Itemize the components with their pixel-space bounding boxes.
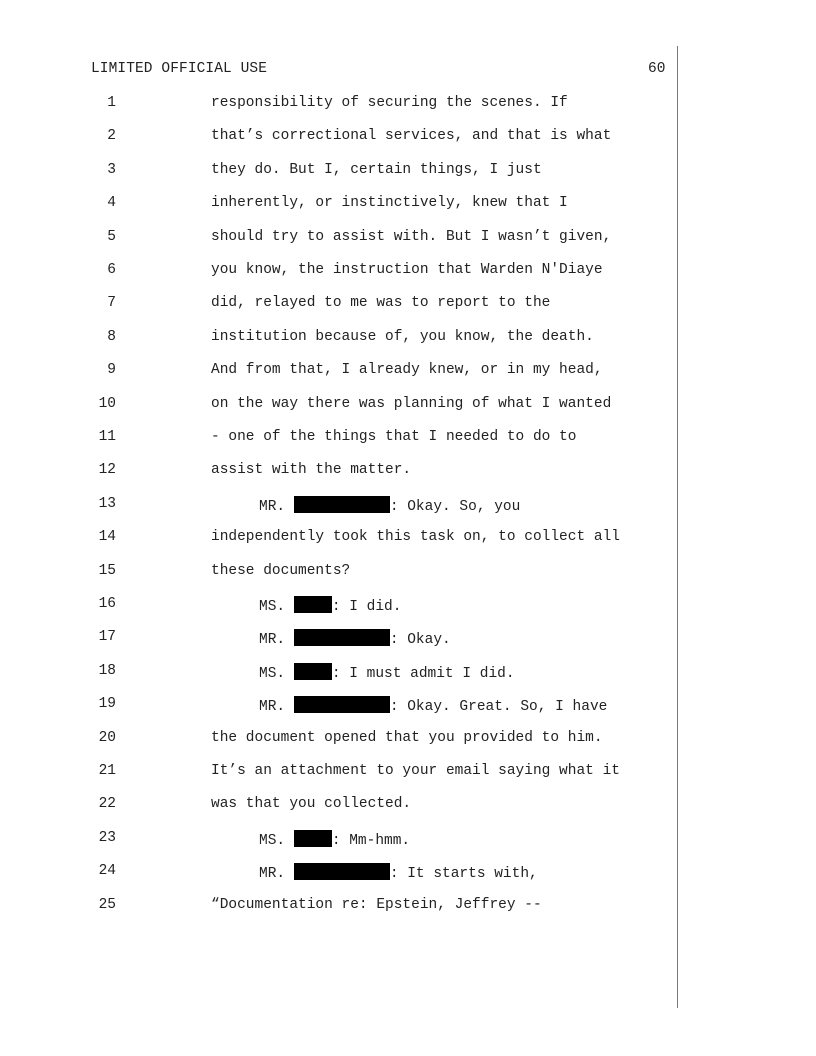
- classification-header: LIMITED OFFICIAL USE: [91, 61, 268, 77]
- transcript-line: [0, 362, 816, 386]
- line-number: 14: [98, 529, 116, 546]
- speech-text: : Mm-hmm.: [331, 832, 411, 849]
- line-text: - one of the things that I needed to do to: [211, 429, 577, 445]
- speech-text: : Okay.: [389, 632, 451, 649]
- redaction-block: [294, 496, 390, 513]
- line-number: 3: [107, 161, 116, 178]
- line-text: should try to assist with. But I wasn’t given,: [211, 228, 612, 245]
- line-text: [259, 663, 515, 682]
- line-number: 25: [98, 896, 116, 913]
- transcript-line: [0, 863, 816, 887]
- transcript-line: [0, 830, 816, 854]
- speech-text: : I must admit I did.: [331, 665, 515, 682]
- transcript-line: [0, 162, 816, 186]
- line-text: inherently, or instinctively, knew that I: [211, 195, 568, 212]
- transcript-line: [0, 496, 816, 520]
- line-number: 22: [98, 796, 116, 813]
- transcript-line: [0, 663, 816, 687]
- speaker-label: MS.: [259, 665, 294, 682]
- redaction-block: [294, 663, 332, 680]
- transcript-line: [0, 596, 816, 620]
- line-number: 17: [98, 629, 116, 646]
- speaker-label: MR.: [259, 866, 294, 883]
- page-number: 60: [648, 61, 666, 77]
- line-text: you know, the instruction that Warden N'Diaye: [211, 262, 603, 278]
- speech-text: : Okay. So, you: [389, 498, 521, 515]
- transcript-line: [0, 763, 816, 787]
- line-text: they do. But I, certain things, I just: [211, 161, 542, 178]
- line-text: institution because of, you know, the death.: [211, 328, 594, 345]
- line-text: the document opened that you provided to him.: [211, 729, 603, 746]
- line-number: 8: [107, 328, 116, 345]
- transcript-line: [0, 195, 816, 219]
- transcript-line: [0, 796, 816, 820]
- speaker-label: MR.: [259, 699, 294, 716]
- line-text: And from that, I already knew, or in my head,: [211, 362, 603, 379]
- redaction-block: [294, 696, 390, 713]
- speaker-label: MR.: [259, 632, 294, 649]
- speech-text: : I did.: [331, 599, 402, 615]
- transcript-line: [0, 563, 816, 587]
- line-number: 19: [98, 696, 116, 713]
- line-number: 4: [107, 195, 116, 212]
- line-number: 9: [107, 362, 116, 379]
- line-number: 11: [98, 429, 116, 445]
- redaction-block: [294, 830, 332, 847]
- transcript-line: [0, 730, 816, 754]
- speaker-label: MR.: [259, 498, 294, 515]
- line-text: [259, 863, 538, 882]
- line-text: [259, 629, 451, 648]
- line-number: 18: [98, 662, 116, 679]
- speech-text: : It starts with,: [389, 866, 538, 883]
- line-text: [259, 696, 607, 715]
- line-number: 7: [107, 295, 116, 312]
- line-text: did, relayed to me was to report to the: [211, 295, 551, 312]
- line-text: [259, 596, 401, 615]
- line-number: 12: [98, 462, 116, 479]
- line-number: 5: [107, 228, 116, 245]
- line-text: independently took this task on, to collect all: [211, 529, 620, 546]
- line-text: responsibility of securing the scenes. If: [211, 95, 568, 111]
- line-number: 2: [107, 128, 116, 145]
- speaker-label: MS.: [259, 832, 294, 849]
- line-text: these documents?: [211, 562, 351, 579]
- line-text: [259, 496, 520, 515]
- line-text: “Documentation re: Epstein, Jeffrey --: [211, 896, 542, 913]
- line-number: 24: [98, 863, 116, 880]
- redaction-block: [294, 596, 332, 613]
- line-text: on the way there was planning of what I wanted: [211, 395, 612, 412]
- line-text: assist with the matter.: [211, 462, 412, 479]
- redaction-block: [294, 863, 390, 880]
- transcript-line: [0, 95, 816, 119]
- line-number: 6: [107, 262, 116, 278]
- transcript-line: [0, 229, 816, 253]
- transcript-line: [0, 429, 816, 453]
- line-number: 16: [98, 596, 116, 612]
- transcript-line: [0, 897, 816, 921]
- line-number: 10: [98, 395, 116, 412]
- redaction-block: [294, 629, 390, 646]
- transcript-line: [0, 462, 816, 486]
- transcript-line: [0, 696, 816, 720]
- speech-text: : Okay. Great. So, I have: [389, 699, 608, 716]
- transcript-line: [0, 128, 816, 152]
- transcript-line: [0, 262, 816, 286]
- line-text: that’s correctional services, and that is what: [211, 128, 612, 145]
- transcript-line: [0, 629, 816, 653]
- line-number: 15: [98, 562, 116, 579]
- line-number: 1: [107, 95, 116, 111]
- transcript-line: [0, 396, 816, 420]
- line-text: It’s an attachment to your email saying what it: [211, 763, 620, 779]
- transcript-line: [0, 329, 816, 353]
- line-number: 20: [98, 729, 116, 746]
- line-number: 21: [98, 763, 116, 779]
- line-text: was that you collected.: [211, 796, 412, 813]
- line-text: [259, 830, 410, 849]
- line-number: 13: [98, 495, 116, 512]
- line-number: 23: [98, 829, 116, 846]
- transcript-line: [0, 529, 816, 553]
- transcript-line: [0, 295, 816, 319]
- speaker-label: MS.: [259, 599, 294, 615]
